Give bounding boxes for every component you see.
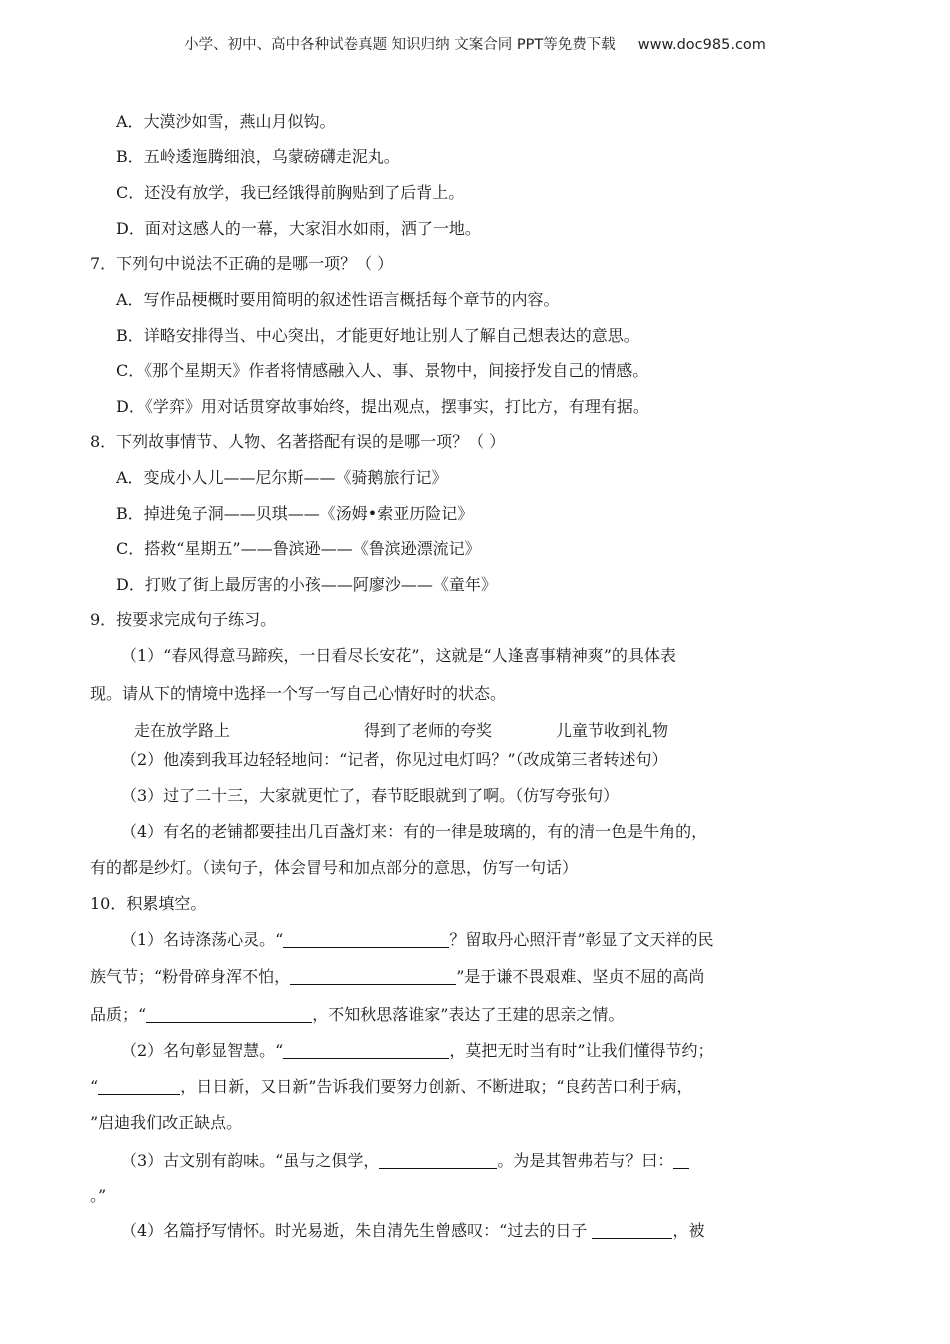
q9-scene-childrens-day-gift: 儿童节收到礼物 [556, 721, 669, 740]
fill-blank[interactable] [98, 1078, 180, 1095]
q10-part1-text-c: 族气节；“粉骨碎身浑不怕， [90, 967, 291, 986]
q8-option-a: A．变成小人儿——尼尔斯——《骑鹅旅行记》 [116, 468, 448, 487]
fill-blank[interactable] [283, 1042, 449, 1059]
q7-option-c: C．《那个星期天》作者将情感融入人、事、景物中，间接抒发自己的情感。 [116, 361, 649, 380]
q10-part3-line2: 。” [90, 1186, 107, 1205]
q8-option-c: C．搭救“星期五”——鲁滨逊——《鲁滨逊漂流记》 [116, 539, 481, 558]
fill-blank[interactable] [592, 1222, 672, 1239]
q9-part2: （2）他凑到我耳边轻轻地问：“记者，你见过电灯吗？”（改成第三者转述句） [121, 750, 668, 769]
fill-blank[interactable] [379, 1152, 497, 1169]
q10-part3-text-a: （3）古文别有韵味。“虽与之俱学， [121, 1151, 380, 1170]
page-header [0, 33, 950, 54]
q9-part1-line1: （1）“春风得意马蹄疾，一日看尽长安花”，这就是“人逢喜事精神爽”的具体表 [121, 646, 676, 665]
q10-part1-text-a: （1）名诗涤荡心灵。“ [121, 930, 284, 949]
q9-part4-line1: （4）有名的老铺都要挂出几百盏灯来：有的一律是玻璃的，有的清一色是牛角的， [121, 822, 708, 841]
q10-part2-text-d: ，日日新，又日新”告诉我们要努力创新、不断进取；“良药苦口利于病， [180, 1077, 693, 1096]
q10-part2-text-a: （2）名句彰显智慧。“ [121, 1041, 284, 1060]
header-site-link[interactable]: www.doc985.com [637, 37, 766, 53]
q9-scene-walk-home: 走在放学路上 [134, 721, 231, 740]
q6-option-c: C．还没有放学，我已经饿得前胸贴到了后背上。 [116, 183, 465, 202]
fill-blank[interactable] [290, 968, 456, 985]
q7-option-d: D．《学弈》用对话贯穿故事始终，提出观点，摆事实，打比方，有理有据。 [116, 397, 649, 416]
q9-stem: 9．按要求完成句子练习。 [90, 610, 277, 629]
q10-part1-text-f: ，不知秋思落谁家”表达了王建的思亲之情。 [312, 1005, 625, 1024]
q10-part1-text-d: ”是于谦不畏艰难、坚贞不屈的高尚 [456, 967, 705, 986]
q9-part1-line2: 现。请从下的情境中选择一个写一写自己心情好时的状态。 [90, 684, 507, 703]
fill-blank[interactable] [283, 931, 449, 948]
q10-part2-line3: ”启迪我们改正缺点。 [90, 1113, 243, 1132]
q6-option-b: B．五岭逶迤腾细浪，乌蒙磅礴走泥丸。 [116, 147, 400, 166]
q10-part2-text-b: ，莫把无时当有时”让我们懂得节约； [449, 1041, 714, 1060]
q10-part2-text-c: “ [90, 1077, 99, 1096]
q8-option-b: B．掉进兔子洞——贝琪——《汤姆•索亚历险记》 [116, 504, 474, 523]
q7-option-a: A．写作品梗概时要用简明的叙述性语言概括每个章节的内容。 [116, 290, 560, 309]
q10-part4-text-a: （4）名篇抒写情怀。时光易逝，朱自清先生曾感叹：“过去的日子 [121, 1221, 593, 1240]
q10-part1-line1 [121, 930, 714, 950]
fill-blank[interactable] [673, 1152, 689, 1169]
q9-part3: （3）过了二十三，大家就更忙了，春节眨眼就到了啊。（仿写夸张句） [121, 786, 620, 805]
q10-part3-text-b: 。为是其智弗若与？曰： [497, 1151, 674, 1170]
q10-part4-line1 [121, 1221, 704, 1241]
q10-part3-line1 [121, 1151, 689, 1171]
q8-option-d: D．打败了街上最厉害的小孩——阿廖沙——《童年》 [116, 575, 497, 594]
q9-scene-teacher-praise: 得到了老师的夸奖 [364, 721, 493, 740]
q10-part1-line3 [90, 1005, 624, 1025]
q10-stem: 10．积累填空。 [90, 894, 207, 913]
q6-option-a: A．大漠沙如雪，燕山月似钩。 [116, 112, 336, 131]
q10-part4-text-b: ，被 [672, 1221, 705, 1240]
q7-option-b: B．详略安排得当、中心突出，才能更好地让别人了解自己想表达的意思。 [116, 326, 640, 345]
q10-part1-text-b: ？留取丹心照汗青”彰显了文天祥的民 [449, 930, 714, 949]
q10-part1-text-e: 品质；“ [90, 1005, 147, 1024]
fill-blank[interactable] [146, 1006, 312, 1023]
q6-option-d: D．面对这感人的一幕，大家泪水如雨，洒了一地。 [116, 219, 481, 238]
q10-part1-line2 [90, 967, 704, 987]
q10-part2-line2 [90, 1077, 693, 1097]
q10-part2-line1 [121, 1041, 714, 1061]
header-text: 小学、初中、高中各种试卷真题 知识归纳 文案合同 PPT等免费下载 [184, 37, 616, 53]
q7-stem: 7．下列句中说法不正确的是哪一项？（ ） [90, 254, 394, 273]
q9-part4-line2: 有的都是纱灯。（读句子，体会冒号和加点部分的意思，仿写一句话） [90, 858, 579, 877]
q8-stem: 8．下列故事情节、人物、名著搭配有误的是哪一项？（ ） [90, 432, 506, 451]
